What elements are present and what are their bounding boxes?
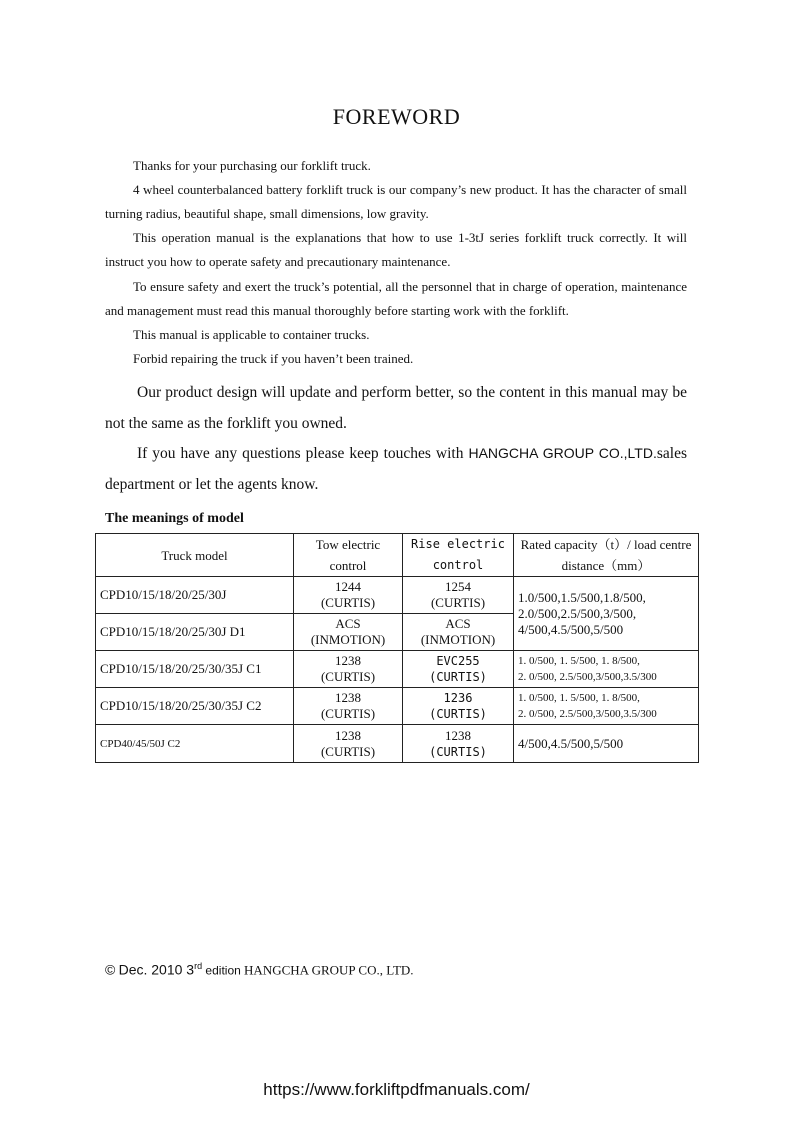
- table-row: [96, 577, 699, 614]
- paragraph-forbid-repair: Forbid repairing the truck if you haven’t been trained.: [133, 351, 414, 366]
- rise-number: EVC255: [436, 654, 480, 668]
- paragraph-container-trucks: This manual is applicable to container trucks.: [133, 327, 370, 342]
- table-header-row: [96, 534, 699, 577]
- contact-company: HANGCHA GROUP CO.,LTD.: [468, 445, 657, 461]
- tow-number: ACS: [335, 616, 361, 631]
- header-rated-capacity: Rated capacity（t）/ load centre distance（mm）: [514, 534, 699, 577]
- edition-label: edition: [202, 963, 241, 978]
- rise-brand: (CURTIS): [430, 595, 486, 610]
- capacity-line: 4/500,4.5/500,5/500: [518, 621, 624, 637]
- rise-brand: (CURTIS): [429, 670, 487, 684]
- tow-number: 1238: [335, 653, 361, 668]
- tow-brand: (INMOTION): [310, 632, 386, 647]
- rise-brand: (INMOTION): [420, 632, 496, 647]
- capacity-cell: 4/500,4.5/500,5/500: [514, 725, 699, 763]
- table-row: [96, 651, 699, 688]
- contact-text-start: If you have any questions please keep touches with: [137, 445, 469, 462]
- tow-brand: (CURTIS): [320, 669, 376, 684]
- model-cell: CPD40/45/50J C2: [96, 725, 294, 763]
- paragraph-safety: To ensure safety and exert the truck’s potential, all the personnel that in charge of operation, maintenance and management must read this manual thoroughly before starting work with the forklift.: [105, 279, 687, 319]
- rise-control-cell: [403, 725, 514, 763]
- tow-control-cell: [294, 725, 403, 763]
- rise-control-cell: [403, 614, 514, 651]
- tow-number: 1238: [335, 727, 361, 743]
- tow-brand: (CURTIS): [320, 595, 376, 610]
- rise-brand: (CURTIS): [429, 707, 487, 721]
- rise-number: 1236: [443, 691, 473, 705]
- paragraph-thanks: Thanks for your purchasing our forklift truck.: [133, 158, 371, 173]
- source-url[interactable]: https://www.forkliftpdfmanuals.com/: [263, 1080, 530, 1099]
- tow-number: 1238: [335, 690, 361, 705]
- capacity-line: 1. 0/500, 1. 5/500, 1. 8/500,: [518, 692, 640, 704]
- header-truck-model: Truck model: [96, 534, 294, 577]
- edition-date: Dec. 2010 3: [118, 961, 195, 978]
- tow-control-cell: [294, 651, 403, 688]
- tow-brand: (CURTIS): [320, 706, 376, 721]
- rise-control-cell: [403, 651, 514, 688]
- header-tow-control: Tow electric control: [294, 534, 403, 577]
- edition-company: HANGCHA GROUP CO., LTD.: [240, 962, 414, 978]
- tow-number: 1244: [335, 579, 361, 594]
- capacity-cell-merged: [514, 577, 699, 651]
- edition-line: [105, 961, 414, 978]
- model-cell: CPD10/15/18/20/25/30/35J C2: [96, 688, 294, 725]
- paragraph-manual-purpose: This operation manual is the explanations that how to use 1-3tJ series forklift truck correctly. It will instruct you how to operate safety and precautionary maintenance.: [105, 230, 687, 270]
- model-cell: CPD10/15/18/20/25/30/35J C1: [96, 651, 294, 688]
- tow-control-cell: [294, 577, 403, 614]
- paragraph-design-update: Our product design will update and perform better, so the content in this manual may be not the same as the forklift you owned.: [105, 384, 687, 432]
- capacity-line: 2.0/500,2.5/500,3/500,: [518, 605, 637, 621]
- model-section-title: The meanings of model: [105, 511, 244, 526]
- capacity-line: 2. 0/500, 2.5/500,3/500,3.5/300: [518, 708, 657, 720]
- edition-ordinal: rd: [194, 961, 203, 971]
- model-table: [95, 533, 699, 763]
- rise-number: ACS: [445, 616, 471, 631]
- capacity-line: 2. 0/500, 2.5/500,3/500,3.5/300: [518, 671, 657, 683]
- tow-brand: (CURTIS): [320, 743, 376, 759]
- page-title: FOREWORD: [332, 104, 461, 129]
- capacity-cell: [514, 688, 699, 725]
- capacity-cell: [514, 651, 699, 688]
- table-row: [96, 688, 699, 725]
- contact-text-end: sales department or let the agents know.: [105, 445, 687, 493]
- model-cell: CPD10/15/18/20/25/30J: [96, 577, 294, 614]
- paragraph-product-intro: 4 wheel counterbalanced battery forklift truck is our company’s new product. It has the character of small turning radius, beautiful shape, small dimensions, low gravity.: [105, 182, 687, 222]
- tow-control-cell: [294, 614, 403, 651]
- capacity-line: 1.0/500,1.5/500,1.8/500,: [518, 589, 646, 605]
- model-cell: CPD10/15/18/20/25/30J D1: [96, 614, 294, 651]
- header-rise-control: Rise electric control: [403, 534, 514, 577]
- copyright-icon: ©: [105, 961, 116, 978]
- rise-control-cell: [403, 577, 514, 614]
- table-row: [96, 725, 699, 763]
- capacity-line: 1. 0/500, 1. 5/500, 1. 8/500,: [518, 655, 640, 667]
- rise-number: 1254: [445, 579, 471, 594]
- rise-brand: (CURTIS): [429, 744, 487, 759]
- paragraph-contact: [105, 438, 687, 500]
- tow-control-cell: [294, 688, 403, 725]
- rise-number: 1238: [445, 727, 471, 743]
- rise-control-cell: [403, 688, 514, 725]
